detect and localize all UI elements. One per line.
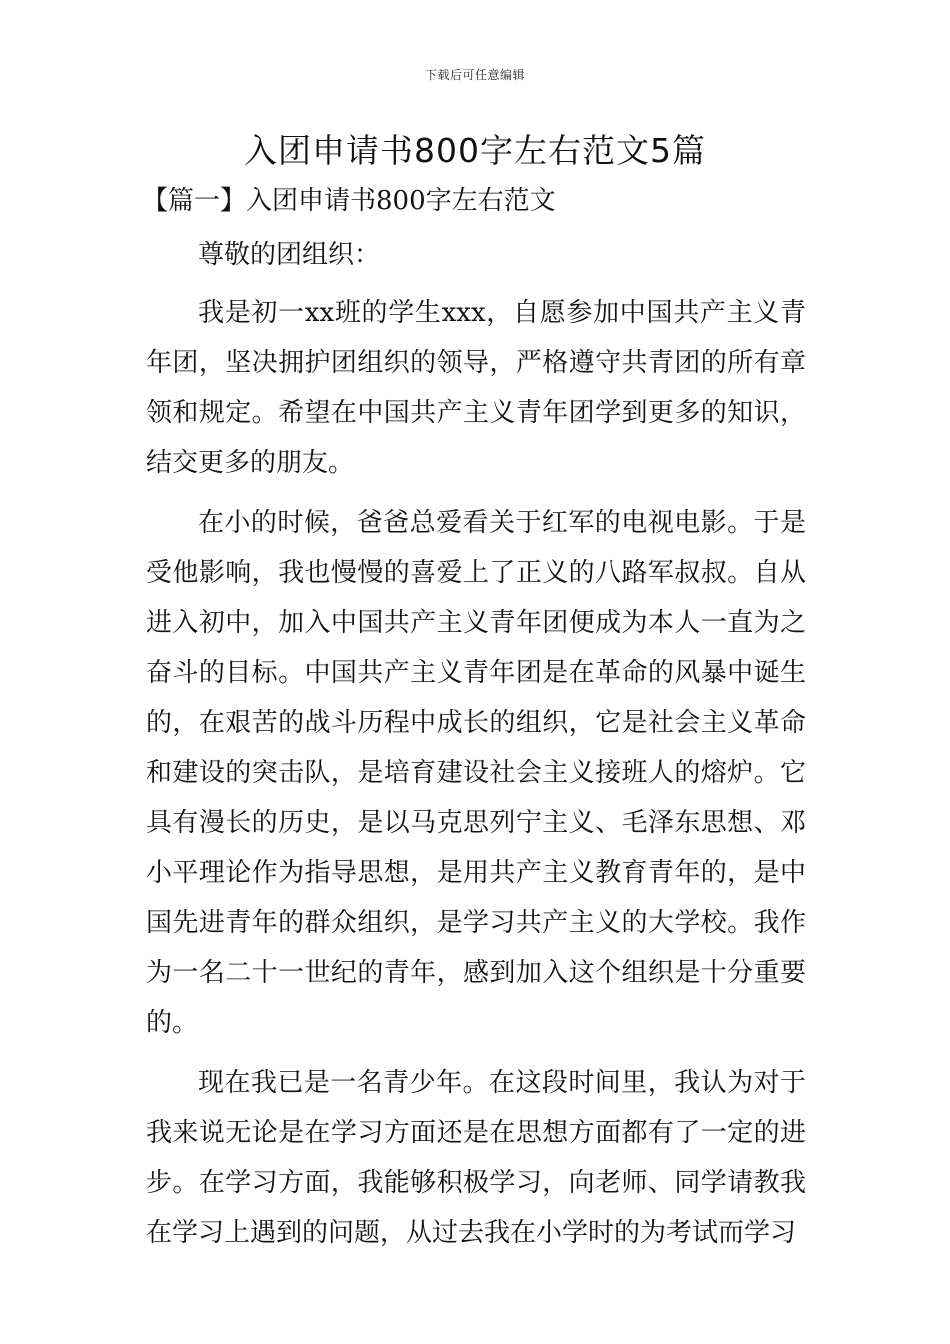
paragraph-1: 我是初一xx班的学生xxx，自愿参加中国共产主义青年团，坚决拥护团组织的领导，严格遵守共青团的所有章领和规定。希望在中国共产主义青年团学到更多的知识，结交更多的朋友。 bbox=[146, 298, 806, 478]
paragraph-2: 在小的时候，爸爸总爱看关于红军的电视电影。于是受他影响，我也慢慢的喜爱上了正义的八路军叔叔。自从进入初中，加入中国共产主义青年团便成为本人一直为之奋斗的目标。中国共产主义青年团是在革命的风暴中诞生的，在艰苦的战斗历程中成长的组织，它是社会主义革命和建设的突击队，是培育建设社会主义接班人的熔炉。它具有漫长的历史，是以马克思列宁主义、毛泽东思想、邓小平理论作为指导思想，是用共产主义教育青年的，是中国先进青年的群众组织，是学习共产主义的大学校。我作为一名二十一世纪的青年，感到加入这个组织是十分重要的。 bbox=[146, 508, 806, 1038]
document-title: 入团申请书800字左右范文5篇 bbox=[244, 131, 706, 170]
header-note: 下载后可任意编辑 bbox=[424, 68, 525, 82]
section-heading: 【篇一】入团申请书800字左右范文 bbox=[142, 186, 556, 216]
document-body bbox=[142, 178, 806, 1258]
paragraph-3: 现在我已是一名青少年。在这段时间里，我认为对于我来说无论是在学习方面还是在思想方面都有了一定的进步。在学习方面，我能够积极学习，向老师、同学请教我在学习上遇到的问题，从过去我在小学时的为考试而学习 bbox=[146, 1068, 806, 1248]
salutation: 尊敬的团组织： bbox=[198, 240, 381, 270]
